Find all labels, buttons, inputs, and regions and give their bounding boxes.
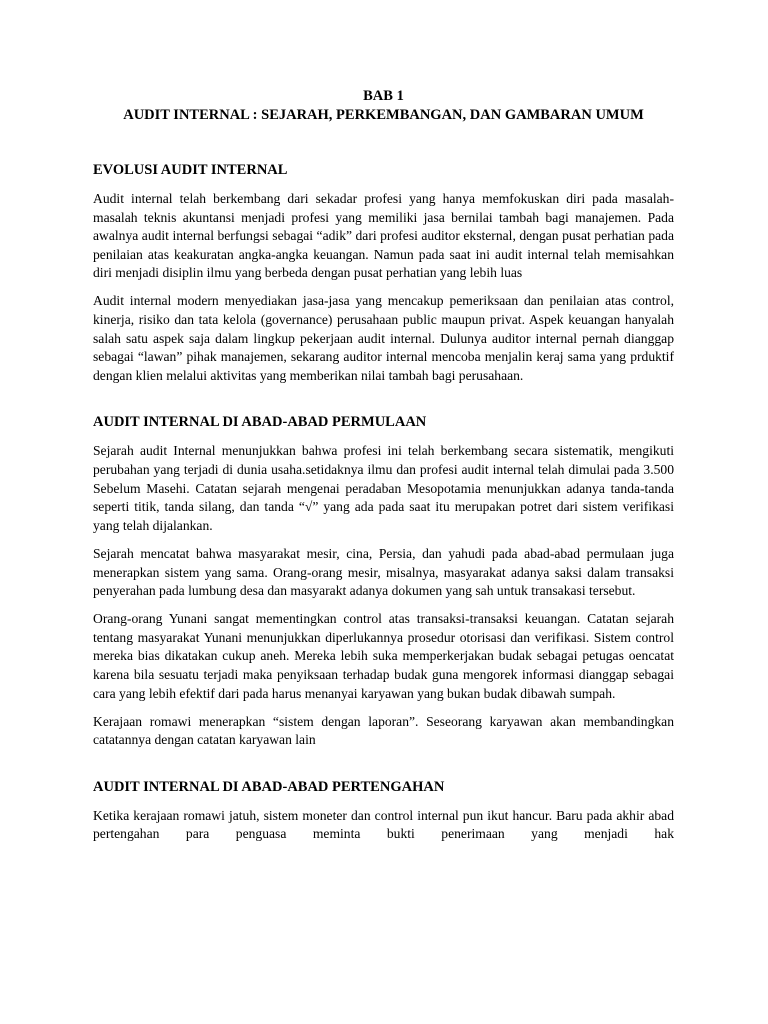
paragraph: Audit internal modern menyediakan jasa-jasa yang mencakup pemeriksaan dan penilaian atas control, kinerja, risiko dan tata kelola (governance) perusahaan public maupun privat. Aspek keuangan hanyalah salah satu aspek saja dalam lingkup pekerjaan audit internal. Dulunya auditor internal pernah dianggap sebagai “lawan” pihak manajemen, sekarang auditor internal mencoba menjalin keraj sama yang prduktif dengan klien melalui aktivitas yang memberikan nilai tambah bagi perusahaan.	[93, 293, 674, 383]
section-abad-permulaan	[93, 413, 674, 749]
paragraph: Sejarah audit Internal menunjukkan bahwa profesi ini telah berkembang secara sistematik, mengikuti perubahan yang terjadi di dunia usaha.setidaknya ilmu dan profesi audit internal telah dimulai pada 3.500 Sebelum Masehi. Catatan sejarah mengenai peradaban Mesopotamia menunjukkan adanya tanda-tanda seperti titik, tanda silang, dan tanda “√” yang ada pada saat itu merupakan potret dari sistem verifikasi yang telah dijalankan.	[93, 443, 674, 533]
paragraph: Ketika kerajaan romawi jatuh, sistem moneter dan control internal pun ikut hancur. Baru pada akhir abad pertengahan para penguasa meminta bukti penerimaan yang menjadi hak	[93, 807, 674, 842]
section-heading: AUDIT INTERNAL DI ABAD-ABAD PERTENGAHAN	[93, 778, 445, 795]
section-heading: AUDIT INTERNAL DI ABAD-ABAD PERMULAAN	[93, 414, 427, 431]
paragraph: Kerajaan romawi menerapkan “sistem dengan laporan”. Seseorang karyawan akan membandingkan catatannya dengan catatan karyawan lain	[93, 713, 674, 748]
paragraph: Audit internal telah berkembang dari sekadar profesi yang hanya memfokuskan diri pada masalah-masalah teknis akuntansi menjadi profesi yang memiliki jasa bernilai tambah bagi manajemen. Pada awalnya audit internal berfungsi sebagai “adik” dari profesi auditor eksternal, dengan pusat perhatian pada penilaian atas keakuratan angka-angka keuangan. Namun pada saat ini audit internal telah memisahkan diri menjadi disiplin ilmu yang berbeda dengan pusat perhatian yang lebih luas	[93, 191, 674, 281]
document-page	[93, 87, 674, 854]
section-abad-pertengahan	[93, 778, 674, 844]
chapter-number: BAB 1	[363, 88, 404, 104]
section-evolusi	[93, 161, 674, 385]
paragraph: Sejarah mencatat bahwa masyarakat mesir, cina, Persia, dan yahudi pada abad-abad permulaan juga menerapkan sistem yang sama. Orang-orang mesir, misalnya, masyarakat adanya saksi dalam transaksi penyerahan pada lumbung desa dan masyarakt adanya dokumen yang sah untuk transakasi tersebut.	[93, 545, 674, 599]
chapter-title: AUDIT INTERNAL : SEJARAH, PERKEMBANGAN, DAN GAMBARAN UMUM	[123, 107, 644, 123]
paragraph: Orang-orang Yunani sangat mementingkan control atas transaksi-transaksi keuangan. Catatan sejarah tentang masyarakat Yunani menunjukkan diperlukannya prosedur otorisasi dan verifikasi. Sistem control mereka bias dikatakan cukup aneh. Mereka lebih suka memperkerjakan budak sebagai petugas oencatat karena bila sesuatu terjadi maka penyiksaan terhadap budak guna mengorek informasi dianggap sebagai cara yang lebih efektif dari pada harus menanyai karyawan yang bukan budak dibawah sumpah.	[93, 611, 674, 701]
section-heading: EVOLUSI AUDIT INTERNAL	[93, 162, 288, 178]
